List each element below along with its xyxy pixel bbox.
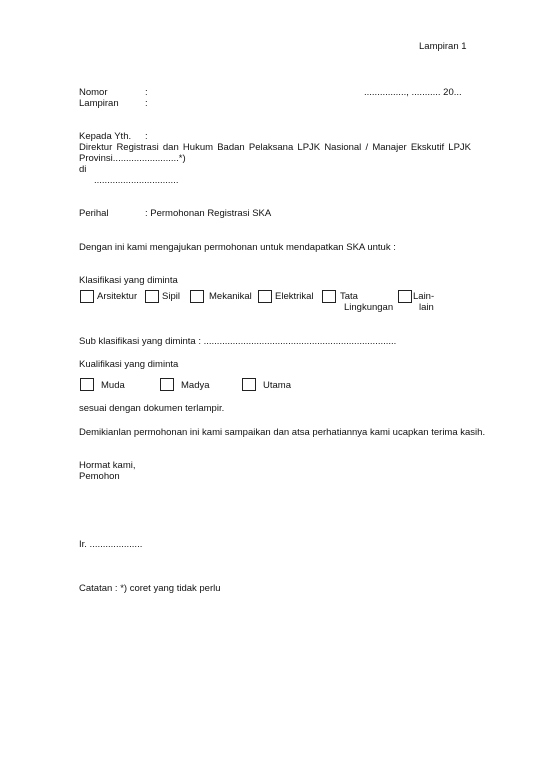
option-tata-line-1: Tata: [340, 291, 358, 302]
option-mekanikal: Mekanikal: [209, 291, 252, 302]
subject-label: Perihal: [79, 208, 109, 219]
checkbox-arsitektur[interactable]: [80, 290, 94, 303]
classification-heading: Klasifikasi yang diminta: [79, 275, 178, 286]
qualification-heading: Kualifikasi yang diminta: [79, 359, 179, 370]
signature-greeting: Hormat kami,: [79, 460, 136, 471]
option-lain-line-1: Lain-: [413, 291, 435, 302]
checkbox-sipil[interactable]: [145, 290, 159, 303]
option-sipil: Sipil: [162, 291, 180, 302]
checkbox-mekanikal[interactable]: [190, 290, 204, 303]
option-madya: Madya: [181, 380, 210, 391]
checkbox-muda[interactable]: [80, 378, 94, 391]
checkbox-elektrikal[interactable]: [258, 290, 272, 303]
kepada-label: Kepada Yth.: [79, 131, 132, 142]
sub-classification-line: Sub klasifikasi yang diminta : .........................................................................: [79, 336, 397, 347]
nomor-colon: :: [145, 87, 148, 98]
recipient-line-1: Direktur Registrasi dan Hukum Badan Pelaksana LPJK Nasional / Manajer Ekskutif LPJK: [79, 142, 471, 153]
option-tata-line-2: Lingkungan: [344, 302, 394, 313]
checkbox-madya[interactable]: [160, 378, 174, 391]
attached-note: sesuai dengan dokumen terlampir.: [79, 403, 225, 414]
recipient-address: ................................: [94, 175, 179, 186]
lampiran-colon: :: [145, 98, 148, 109]
attachment-label: Lampiran 1: [419, 41, 467, 52]
recipient-line-2: Provinsi.........................*): [79, 153, 186, 164]
checkbox-tata-lingkungan[interactable]: [322, 290, 336, 303]
option-elektrikal: Elektrikal: [275, 291, 314, 302]
option-lain-line-2: lain: [419, 302, 434, 313]
nomor-label: Nomor: [79, 87, 108, 98]
option-muda: Muda: [101, 380, 125, 391]
intro-sentence: Dengan ini kami mengajukan permohonan untuk mendapatkan SKA untuk :: [79, 242, 396, 253]
recipient-di: di: [79, 164, 87, 175]
footnote: Catatan : *) coret yang tidak perlu: [79, 583, 221, 594]
option-arsitektur: Arsitektur: [97, 291, 138, 302]
signature-name: Ir. ....................: [79, 539, 143, 550]
checkbox-utama[interactable]: [242, 378, 256, 391]
option-utama: Utama: [263, 380, 291, 391]
closing-sentence: Demikianlan permohonan ini kami sampaikan dan atsa perhatiannya kami ucapkan terima kasih.: [79, 427, 486, 438]
subject-value: : Permohonan Registrasi SKA: [145, 208, 272, 219]
lampiran-label: Lampiran: [79, 98, 119, 109]
signature-role: Pemohon: [79, 471, 120, 482]
checkbox-lain-lain[interactable]: [398, 290, 412, 303]
kepada-colon: :: [145, 131, 148, 142]
place-date: ................, ........... 20...: [364, 87, 462, 98]
